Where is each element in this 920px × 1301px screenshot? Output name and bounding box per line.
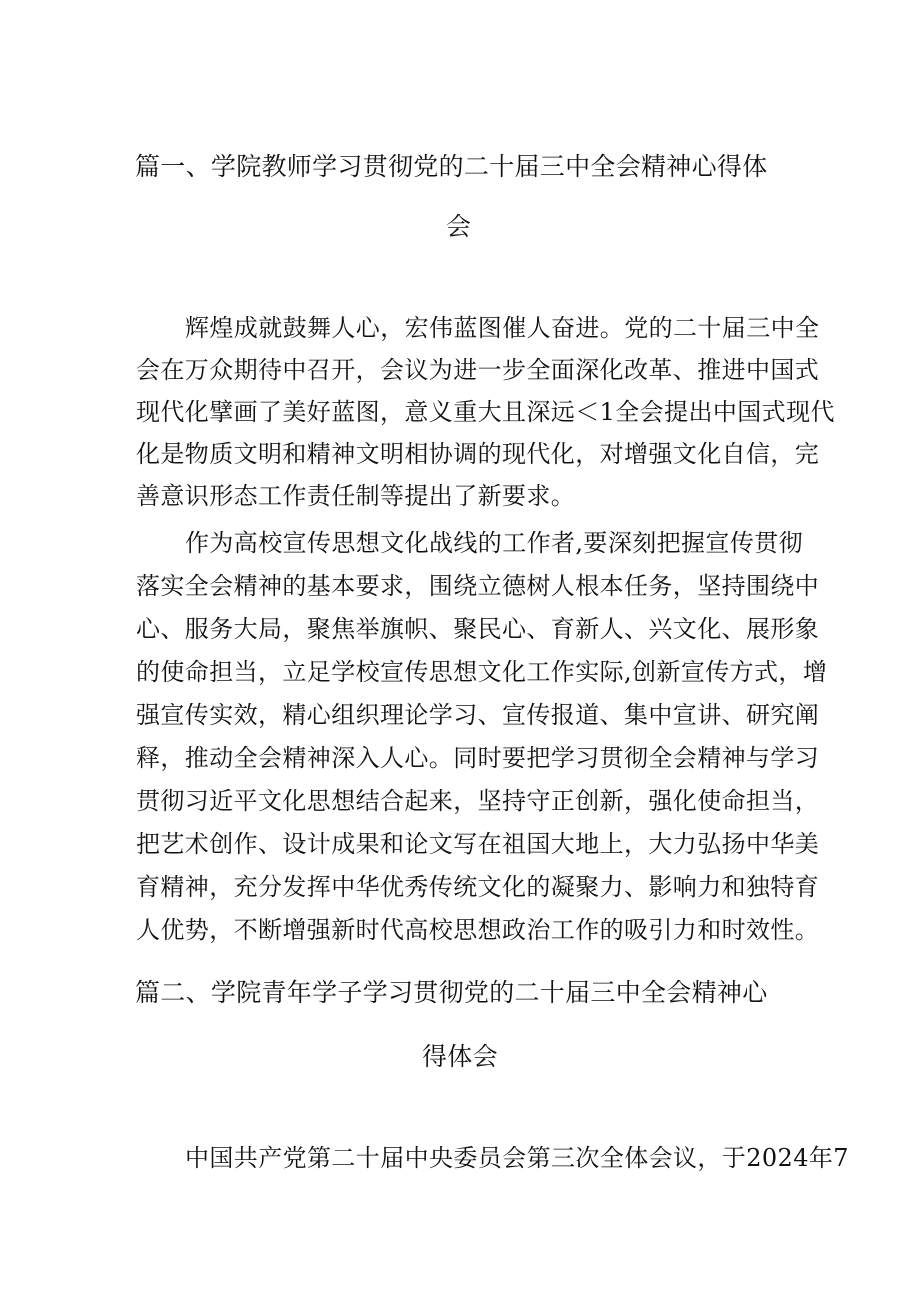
section1-para1-line: 善意识形态工作责任制等提出了新要求。	[136, 482, 576, 510]
section1-para1-line: 化是物质文明和精神文明相协调的现代化，对增强文化自信，完	[136, 440, 820, 468]
section1-title-line2: 会	[446, 212, 472, 241]
section1-para2-line: 强宣传实效，精心组织理论学习、宣传报道、集中宣讲、研究阐	[136, 701, 820, 729]
section1-title-line1: 篇一、学院教师学习贯彻党的二十届三中全会精神心得体	[135, 152, 768, 181]
section1-para1-line: 现代化擘画了美好蓝图，意义重大且深远＜1全会提出中国式现代	[136, 398, 835, 426]
section1-para2-line: 人优势，不断增强新时代高校思想政治工作的吸引力和时效性。	[136, 916, 820, 944]
section2-para1-line: 中国共产党第二十届中央委员会第三次全体会议，于2024年7	[185, 1144, 849, 1172]
section1-para2-line: 心、服务大局，聚焦举旗帜、聚民心、育新人、兴文化、展形象	[136, 615, 820, 643]
section1-para2-line: 作为高校宣传思想文化战线的工作者,要深刻把握宣传贯彻	[185, 529, 804, 557]
section1-para2-line: 释，推动全会精神深入人心。同时要把学习贯彻全会精神与学习	[136, 744, 820, 772]
section1-para2-line: 的使命担当，立足学校宣传思想文化工作实际,创新宣传方式，增	[136, 658, 828, 686]
section2-title-line1: 篇二、学院青年学子学习贯彻党的二十届三中全会精神心	[135, 978, 768, 1007]
section1-para1-line: 会在万众期待中召开，会议为进一步全面深化改革、推进中国式	[136, 356, 820, 384]
section1-para2-line: 育精神，充分发挥中华优秀传统文化的凝聚力、影响力和独特育	[136, 873, 820, 901]
section2-title-line2: 得体会	[422, 1042, 498, 1071]
section1-para2-line: 把艺术创作、设计成果和论文写在祖国大地上，大力弘扬中华美	[136, 830, 820, 858]
section1-para1-line: 辉煌成就鼓舞人心，宏伟蓝图催人奋进。党的二十届三中全	[185, 314, 820, 342]
section1-para2-line: 贯彻习近平文化思想结合起来，坚持守正创新，强化使命担当，	[136, 787, 820, 815]
section1-para2-line: 落实全会精神的基本要求，围绕立德树人根本任务，坚持围绕中	[136, 572, 820, 600]
